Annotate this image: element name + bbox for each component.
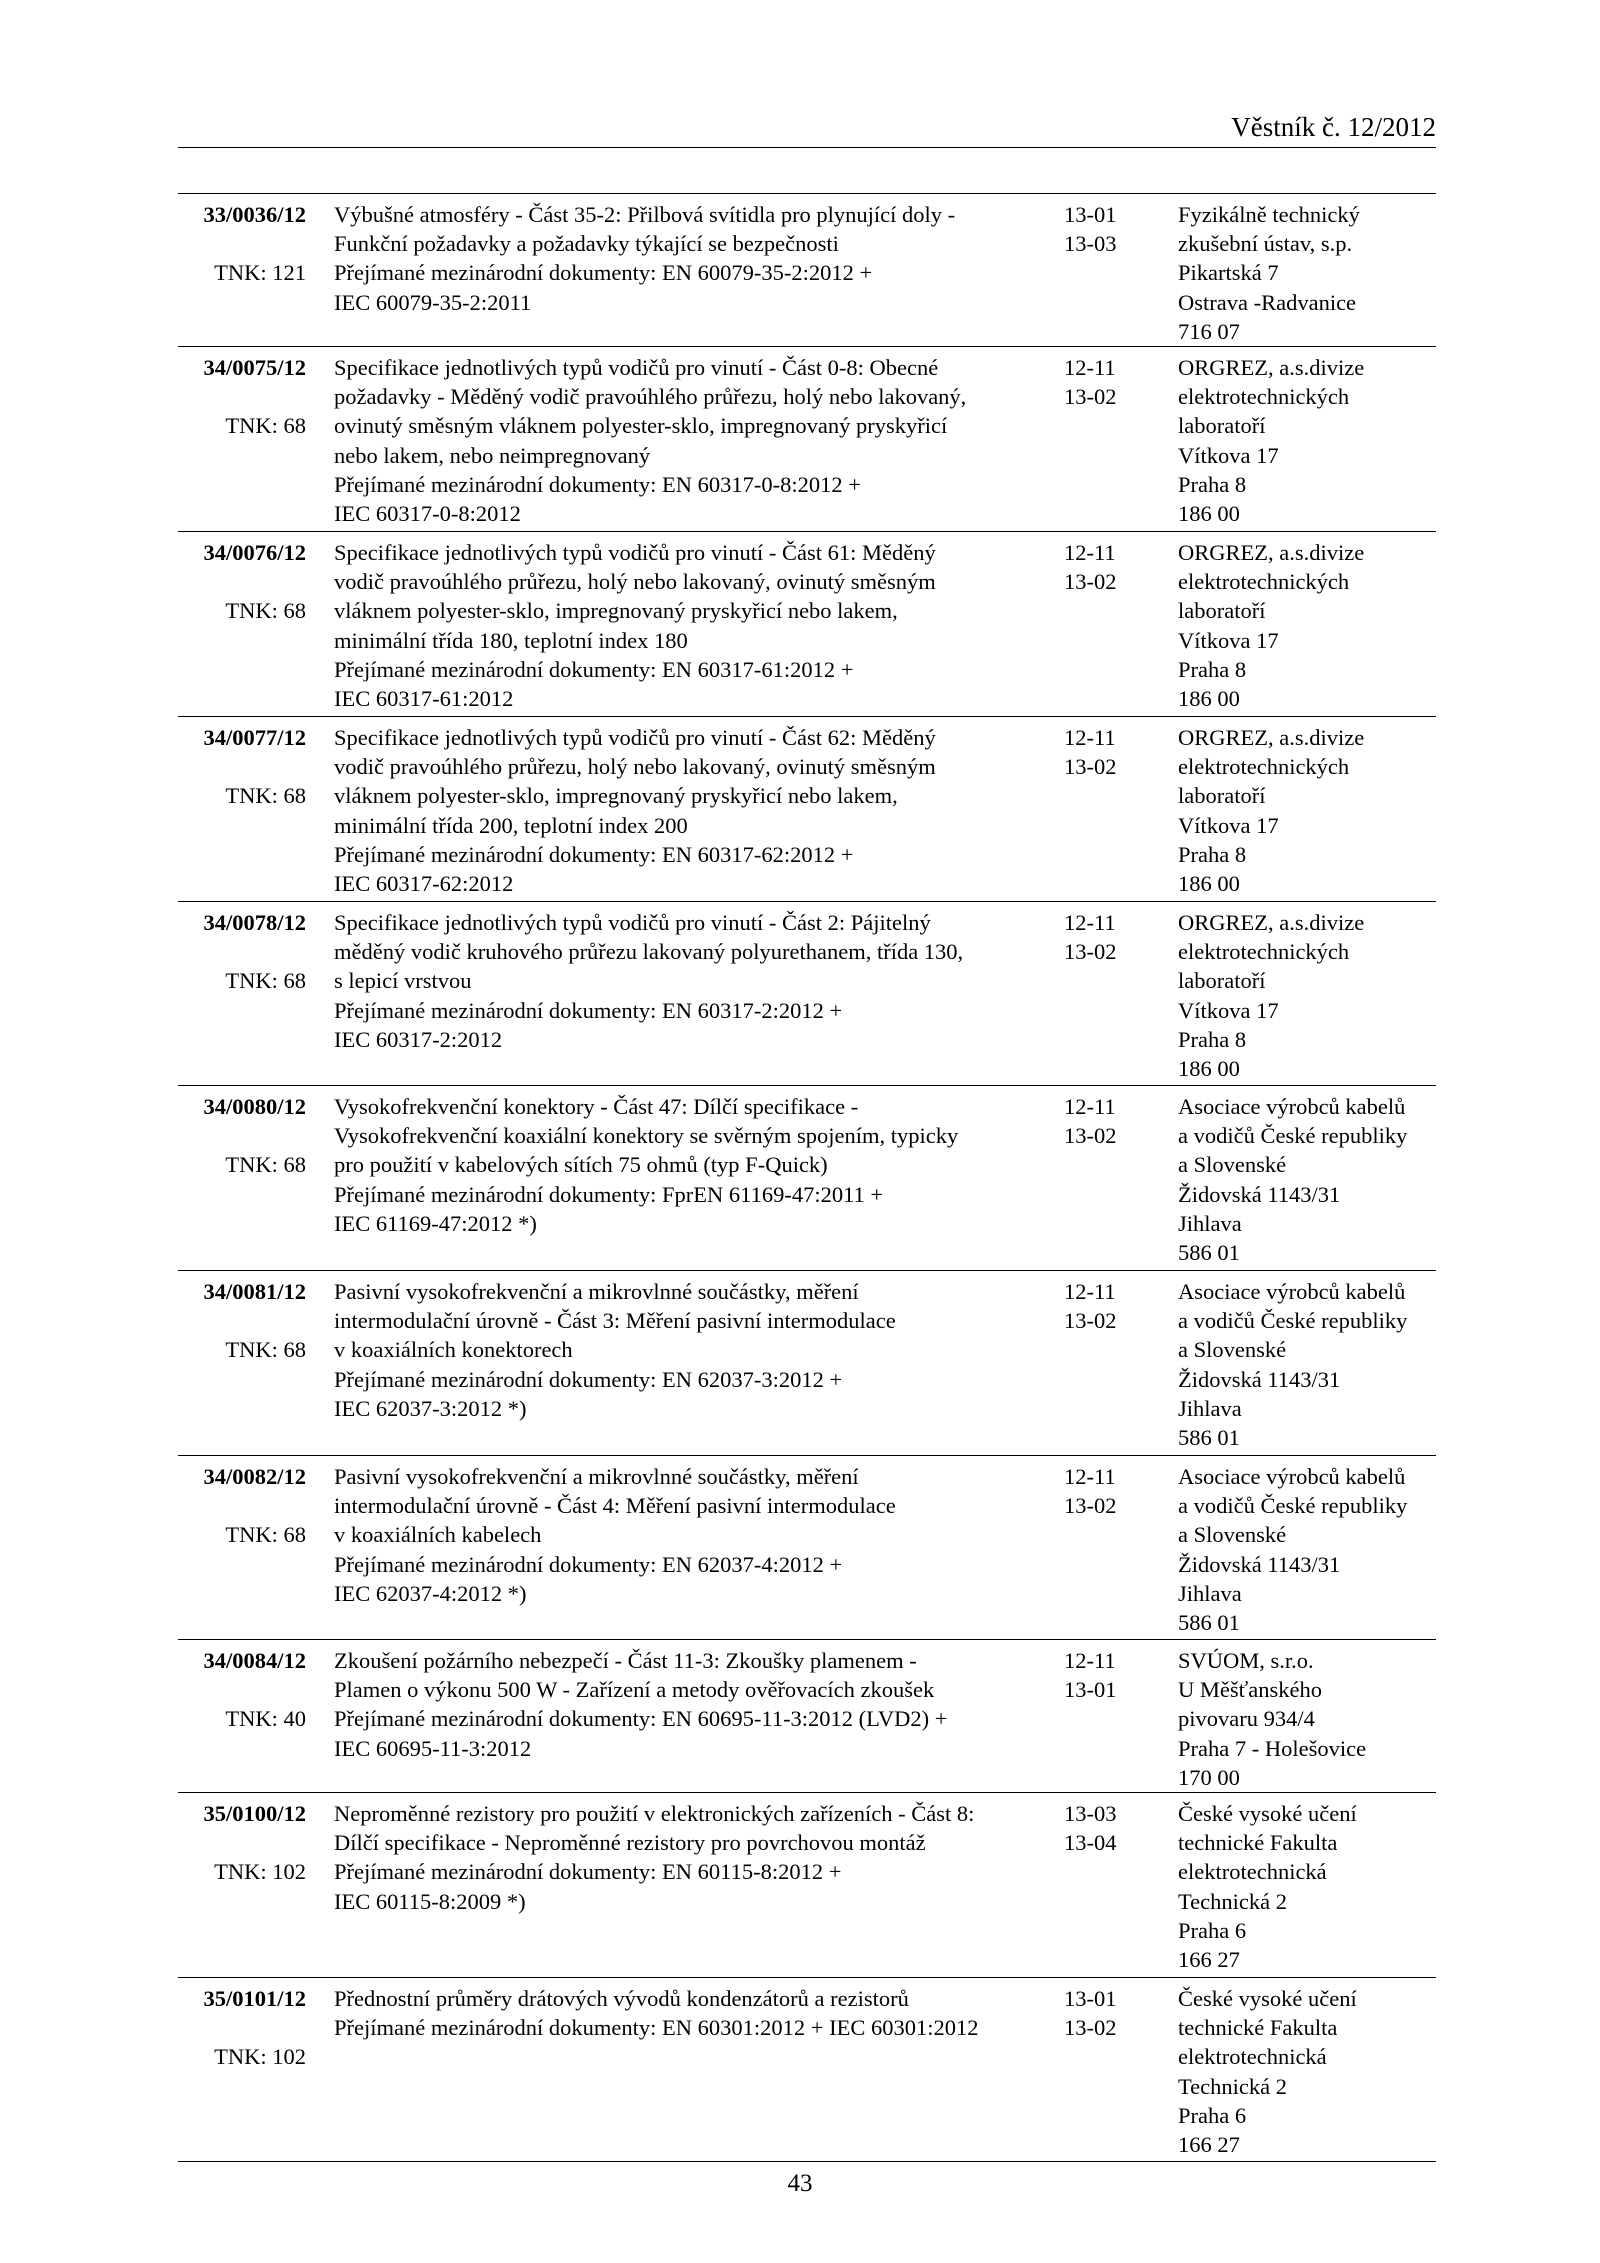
date-line: 13-03 xyxy=(1064,1801,1117,1826)
title-line: IEC 60317-61:2012 xyxy=(334,686,514,712)
title-line: IEC 60317-62:2012 xyxy=(334,871,514,897)
date-line: 13-02 xyxy=(1064,1308,1117,1334)
standard-entry xyxy=(178,1270,1436,1455)
title-line: Vysokofrekvenční koaxiální konektory se svěrným spojením, typicky xyxy=(334,1123,959,1149)
entry-organization xyxy=(1178,1462,1436,1637)
entry-dates xyxy=(1064,723,1154,781)
title-line: IEC 60115-8:2009 *) xyxy=(334,1888,526,1914)
entry-tnk: TNK: 68 xyxy=(225,598,306,624)
entry-code xyxy=(178,1277,306,1365)
organization-line: 166 27 xyxy=(1178,2132,1240,2158)
title-line: Specifikace jednotlivých typů vodičů pro vinutí - Část 62: Měděný xyxy=(334,725,936,750)
organization-line: laboratoří xyxy=(1178,968,1266,994)
entry-dates xyxy=(1064,1799,1154,1857)
organization-line: ORGREZ, a.s.divize xyxy=(1178,540,1365,565)
date-line: 12-11 xyxy=(1064,1279,1116,1304)
title-line: Funkční požadavky a požadavky týkající se bezpečnosti xyxy=(334,231,839,257)
title-line: minimální třída 200, teplotní index 200 xyxy=(334,812,688,838)
date-line: 13-02 xyxy=(1064,1493,1117,1519)
title-line: pro použití v kabelových sítích 75 ohmů (typ F-Quick) xyxy=(334,1152,828,1178)
title-line: vodič pravoúhlého průřezu, holý nebo lakovaný, ovinutý směsným xyxy=(334,569,936,595)
entry-organization xyxy=(1178,1984,1436,2159)
title-line: Dílčí specifikace - Neproměnné rezistory pro povrchovou montáž xyxy=(334,1830,926,1856)
organization-line: Pikartská 7 xyxy=(1178,260,1279,286)
organization-line: a vodičů České republiky xyxy=(1178,1493,1408,1519)
entry-dates xyxy=(1064,538,1154,596)
entry-code xyxy=(178,723,306,811)
entry-number: 34/0078/12 xyxy=(203,910,306,935)
date-line: 13-03 xyxy=(1064,231,1117,257)
entry-dates xyxy=(1064,1646,1154,1704)
organization-line: elektrotechnická xyxy=(1178,2044,1327,2070)
organization-line: technické Fakulta xyxy=(1178,2015,1338,2041)
date-line: 13-02 xyxy=(1064,2015,1117,2041)
organization-line: laboratoří xyxy=(1178,783,1266,809)
organization-line: 186 00 xyxy=(1178,1056,1240,1082)
title-line: Přejímané mezinárodní dokumenty: EN 62037-3:2012 + xyxy=(334,1366,843,1392)
entry-number: 33/0036/12 xyxy=(203,202,306,227)
title-line: v koaxiálních kabelech xyxy=(334,1522,542,1548)
organization-line: 716 07 xyxy=(1178,318,1240,344)
organization-line: 186 00 xyxy=(1178,871,1240,897)
entry-tnk: TNK: 68 xyxy=(225,968,306,994)
date-line: 13-04 xyxy=(1064,1830,1117,1856)
organization-line: a Slovenské xyxy=(1178,1522,1287,1548)
date-line: 12-11 xyxy=(1064,1648,1116,1673)
organization-line: technické Fakulta xyxy=(1178,1830,1338,1856)
standard-entry xyxy=(178,346,1436,531)
entry-organization xyxy=(1178,908,1436,1083)
organization-line: Vítkova 17 xyxy=(1178,627,1279,653)
organization-line: Ostrava -Radvanice xyxy=(1178,289,1357,315)
entry-organization xyxy=(1178,538,1436,713)
standard-entry xyxy=(178,716,1436,901)
title-line: Specifikace jednotlivých typů vodičů pro vinutí - Část 2: Pájitelný xyxy=(334,910,931,935)
standard-entry xyxy=(178,1455,1436,1639)
entry-tnk: TNK: 68 xyxy=(225,783,306,809)
organization-line: České vysoké učení xyxy=(1178,1801,1357,1826)
organization-line: zkušební ústav, s.p. xyxy=(1178,231,1353,257)
entry-title xyxy=(334,353,1034,528)
organization-line: elektrotechnických xyxy=(1178,939,1350,965)
title-line: požadavky - Měděný vodič pravoúhlého průřezu, holý nebo lakovaný, xyxy=(334,384,967,410)
organization-line: 586 01 xyxy=(1178,1610,1240,1636)
organization-line: Židovská 1143/31 xyxy=(1178,1181,1341,1207)
title-line: Vysokofrekvenční konektory - Část 47: Dílčí specifikace - xyxy=(334,1094,859,1119)
organization-line: Fyzikálně technický xyxy=(1178,202,1360,227)
organization-line: Praha 8 xyxy=(1178,471,1247,497)
entry-number: 34/0075/12 xyxy=(203,355,306,380)
organization-line: a Slovenské xyxy=(1178,1152,1287,1178)
title-line: vláknem polyester-sklo, impregnovaný pryskyřicí nebo lakem, xyxy=(334,598,898,624)
title-line: intermodulační úrovně - Část 4: Měření pasivní intermodulace xyxy=(334,1493,896,1519)
entry-organization xyxy=(1178,1277,1436,1452)
organization-line: U Měšťanského xyxy=(1178,1677,1322,1703)
title-line: Specifikace jednotlivých typů vodičů pro vinutí - Část 0-8: Obecné xyxy=(334,355,939,380)
entry-title xyxy=(334,200,1034,317)
date-line: 13-01 xyxy=(1064,202,1117,227)
date-line: 13-02 xyxy=(1064,1123,1117,1149)
entry-tnk: TNK: 102 xyxy=(214,1859,306,1885)
entry-number: 34/0077/12 xyxy=(203,725,306,750)
entry-organization xyxy=(1178,1799,1436,1974)
organization-line: 586 01 xyxy=(1178,1425,1240,1451)
title-line: Pasivní vysokofrekvenční a mikrovlnné součástky, měření xyxy=(334,1279,859,1304)
title-line: IEC 61169-47:2012 *) xyxy=(334,1210,537,1236)
organization-line: Židovská 1143/31 xyxy=(1178,1366,1341,1392)
title-line: Výbušné atmosféry - Část 35-2: Přilbová svítidla pro plynující doly - xyxy=(334,202,956,227)
entry-code xyxy=(178,538,306,626)
title-line: ovinutý směsným vláknem polyester-sklo, impregnovaný pryskyřicí xyxy=(334,413,948,439)
entry-tnk: TNK: 68 xyxy=(225,1152,306,1178)
title-line: minimální třída 180, teplotní index 180 xyxy=(334,627,688,653)
title-line: Přejímané mezinárodní dokumenty: EN 62037-4:2012 + xyxy=(334,1551,843,1577)
title-line: Přejímané mezinárodní dokumenty: EN 60317-62:2012 + xyxy=(334,841,854,867)
entry-title xyxy=(334,723,1034,898)
title-line: Přejímané mezinárodní dokumenty: EN 60115-8:2012 + xyxy=(334,1859,842,1885)
entry-title xyxy=(334,1462,1034,1608)
entry-title xyxy=(334,1646,1034,1763)
organization-line: laboratoří xyxy=(1178,413,1266,439)
title-line: v koaxiálních konektorech xyxy=(334,1337,573,1363)
entry-organization xyxy=(1178,1092,1436,1267)
entry-code xyxy=(178,908,306,996)
organization-line: 170 00 xyxy=(1178,1764,1240,1790)
title-line: IEC 62037-3:2012 *) xyxy=(334,1395,527,1421)
organization-line: Technická 2 xyxy=(1178,1888,1287,1914)
organization-line: ORGREZ, a.s.divize xyxy=(1178,355,1365,380)
title-line: Přejímané mezinárodní dokumenty: EN 60317-61:2012 + xyxy=(334,656,854,682)
organization-line: Vítkova 17 xyxy=(1178,442,1279,468)
organization-line: Vítkova 17 xyxy=(1178,997,1279,1023)
title-line: IEC 60317-0-8:2012 xyxy=(334,501,521,527)
organization-line: SVÚOM, s.r.o. xyxy=(1178,1648,1314,1673)
title-line: Přejímané mezinárodní dokumenty: EN 60317-2:2012 + xyxy=(334,997,843,1023)
entry-dates xyxy=(1064,1092,1154,1150)
title-line: Přejímané mezinárodní dokumenty: EN 60079-35-2:2012 + xyxy=(334,260,873,286)
organization-line: Praha 8 xyxy=(1178,1026,1247,1052)
title-line: Specifikace jednotlivých typů vodičů pro vinutí - Část 61: Měděný xyxy=(334,540,936,565)
entry-code xyxy=(178,1646,306,1734)
title-line: Zkoušení požárního nebezpečí - Část 11-3: Zkoušky plamenem - xyxy=(334,1648,917,1673)
standard-entry xyxy=(178,194,1436,346)
entry-dates xyxy=(1064,1462,1154,1520)
organization-line: Jihlava xyxy=(1178,1395,1242,1421)
entry-tnk: TNK: 102 xyxy=(214,2044,306,2070)
entry-number: 34/0082/12 xyxy=(203,1464,306,1489)
standard-entry xyxy=(178,531,1436,716)
entry-organization xyxy=(1178,723,1436,898)
organization-line: 186 00 xyxy=(1178,501,1240,527)
entry-number: 34/0084/12 xyxy=(203,1648,306,1673)
date-line: 13-02 xyxy=(1064,384,1117,410)
entry-code xyxy=(178,1984,306,2072)
title-line: Přejímané mezinárodní dokumenty: EN 60301:2012 + IEC 60301:2012 xyxy=(334,2015,979,2041)
date-line: 12-11 xyxy=(1064,540,1116,565)
standard-entry xyxy=(178,901,1436,1085)
date-line: 13-02 xyxy=(1064,569,1117,595)
entry-organization xyxy=(1178,1646,1436,1792)
entry-number: 35/0100/12 xyxy=(203,1801,306,1826)
organization-line: elektrotechnických xyxy=(1178,754,1350,780)
entry-organization xyxy=(1178,200,1436,346)
entry-title xyxy=(334,1799,1034,1916)
entry-code xyxy=(178,200,306,288)
organization-line: Židovská 1143/31 xyxy=(1178,1551,1341,1577)
organization-line: Vítkova 17 xyxy=(1178,812,1279,838)
title-line: vláknem polyester-sklo, impregnovaný pryskyřicí nebo lakem, xyxy=(334,783,898,809)
organization-line: a vodičů České republiky xyxy=(1178,1308,1408,1334)
organization-line: 186 00 xyxy=(1178,686,1240,712)
entry-dates xyxy=(1064,1277,1154,1335)
organization-line: Praha 6 xyxy=(1178,2102,1247,2128)
title-line: Přejímané mezinárodní dokumenty: EN 60317-0-8:2012 + xyxy=(334,471,861,497)
title-line: IEC 60317-2:2012 xyxy=(334,1026,503,1052)
entry-dates xyxy=(1064,1984,1154,2042)
entry-title xyxy=(334,1984,1034,2042)
date-line: 12-11 xyxy=(1064,1094,1116,1119)
title-line: s lepicí vrstvou xyxy=(334,968,472,994)
date-line: 13-01 xyxy=(1064,1986,1117,2011)
entry-title xyxy=(334,1092,1034,1238)
entry-tnk: TNK: 40 xyxy=(225,1706,306,1732)
organization-line: elektrotechnická xyxy=(1178,1859,1327,1885)
title-line: Plamen o výkonu 500 W - Zařízení a metody ověřovacích zkoušek xyxy=(334,1677,935,1703)
organization-line: a Slovenské xyxy=(1178,1337,1287,1363)
date-line: 12-11 xyxy=(1064,910,1116,935)
entry-dates xyxy=(1064,353,1154,411)
organization-line: ORGREZ, a.s.divize xyxy=(1178,725,1365,750)
title-line: Přejímané mezinárodní dokumenty: EN 60695-11-3:2012 (LVD2) + xyxy=(334,1706,948,1732)
organization-line: a vodičů České republiky xyxy=(1178,1123,1408,1149)
organization-line: ORGREZ, a.s.divize xyxy=(1178,910,1365,935)
entry-code xyxy=(178,1092,306,1180)
organization-line: Praha 6 xyxy=(1178,1917,1247,1943)
title-line: Přednostní průměry drátových vývodů kondenzátorů a rezistorů xyxy=(334,1986,909,2011)
entry-code xyxy=(178,353,306,441)
organization-line: Asociace výrobců kabelů xyxy=(1178,1279,1406,1304)
organization-line: 586 01 xyxy=(1178,1240,1240,1266)
title-line: Neproměnné rezistory pro použití v elektronických zařízeních - Část 8: xyxy=(334,1801,975,1826)
entry-organization xyxy=(1178,353,1436,528)
organization-line: Praha 8 xyxy=(1178,841,1247,867)
entry-tnk: TNK: 121 xyxy=(214,260,306,286)
entry-code xyxy=(178,1462,306,1550)
date-line: 13-01 xyxy=(1064,1677,1117,1703)
entry-number: 34/0080/12 xyxy=(203,1094,306,1119)
entry-dates xyxy=(1064,908,1154,966)
date-line: 12-11 xyxy=(1064,355,1116,380)
entry-title xyxy=(334,908,1034,1054)
organization-line: laboratoří xyxy=(1178,598,1266,624)
organization-line: 166 27 xyxy=(1178,1947,1240,1973)
page-header xyxy=(178,112,1436,148)
entry-number: 34/0081/12 xyxy=(203,1279,306,1304)
title-line: Přejímané mezinárodní dokumenty: FprEN 61169-47:2011 + xyxy=(334,1181,884,1207)
organization-line: České vysoké učení xyxy=(1178,1986,1357,2011)
entry-tnk: TNK: 68 xyxy=(225,413,306,439)
title-line: Pasivní vysokofrekvenční a mikrovlnné součástky, měření xyxy=(334,1464,859,1489)
entry-code xyxy=(178,1799,306,1887)
organization-line: Jihlava xyxy=(1178,1210,1242,1236)
title-line: měděný vodič kruhového průřezu lakovaný polyurethanem, třída 130, xyxy=(334,939,964,965)
organization-line: Asociace výrobců kabelů xyxy=(1178,1464,1406,1489)
standards-list xyxy=(178,193,1436,2162)
entry-title xyxy=(334,1277,1034,1423)
organization-line: Praha 7 - Holešovice xyxy=(1178,1735,1367,1761)
organization-line: Praha 8 xyxy=(1178,656,1247,682)
title-line: nebo lakem, nebo neimpregnovaný xyxy=(334,442,651,468)
title-line: vodič pravoúhlého průřezu, holý nebo lakovaný, ovinutý směsným xyxy=(334,754,936,780)
title-line: IEC 62037-4:2012 *) xyxy=(334,1580,527,1606)
standard-entry xyxy=(178,1639,1436,1792)
title-line: intermodulační úrovně - Část 3: Měření pasivní intermodulace xyxy=(334,1308,896,1334)
journal-title: Věstník č. 12/2012 xyxy=(1231,112,1436,142)
entry-tnk: TNK: 68 xyxy=(225,1522,306,1548)
organization-line: pivovaru 934/4 xyxy=(1178,1706,1315,1732)
page-number: 43 xyxy=(787,2170,813,2197)
title-line: IEC 60695-11-3:2012 xyxy=(334,1735,532,1761)
entry-number: 35/0101/12 xyxy=(203,1986,306,2011)
title-line: IEC 60079-35-2:2011 xyxy=(334,289,532,315)
organization-line: Technická 2 xyxy=(1178,2073,1287,2099)
organization-line: elektrotechnických xyxy=(1178,569,1350,595)
entry-dates xyxy=(1064,200,1154,258)
organization-line: elektrotechnických xyxy=(1178,384,1350,410)
date-line: 13-02 xyxy=(1064,754,1117,780)
standard-entry xyxy=(178,1977,1436,2161)
entry-number: 34/0076/12 xyxy=(203,540,306,565)
organization-line: Jihlava xyxy=(1178,1580,1242,1606)
standard-entry xyxy=(178,1792,1436,1977)
date-line: 12-11 xyxy=(1064,1464,1116,1489)
standard-entry xyxy=(178,1085,1436,1270)
date-line: 13-02 xyxy=(1064,939,1117,965)
organization-line: Asociace výrobců kabelů xyxy=(1178,1094,1406,1119)
date-line: 12-11 xyxy=(1064,725,1116,750)
entry-title xyxy=(334,538,1034,713)
entry-tnk: TNK: 68 xyxy=(225,1337,306,1363)
